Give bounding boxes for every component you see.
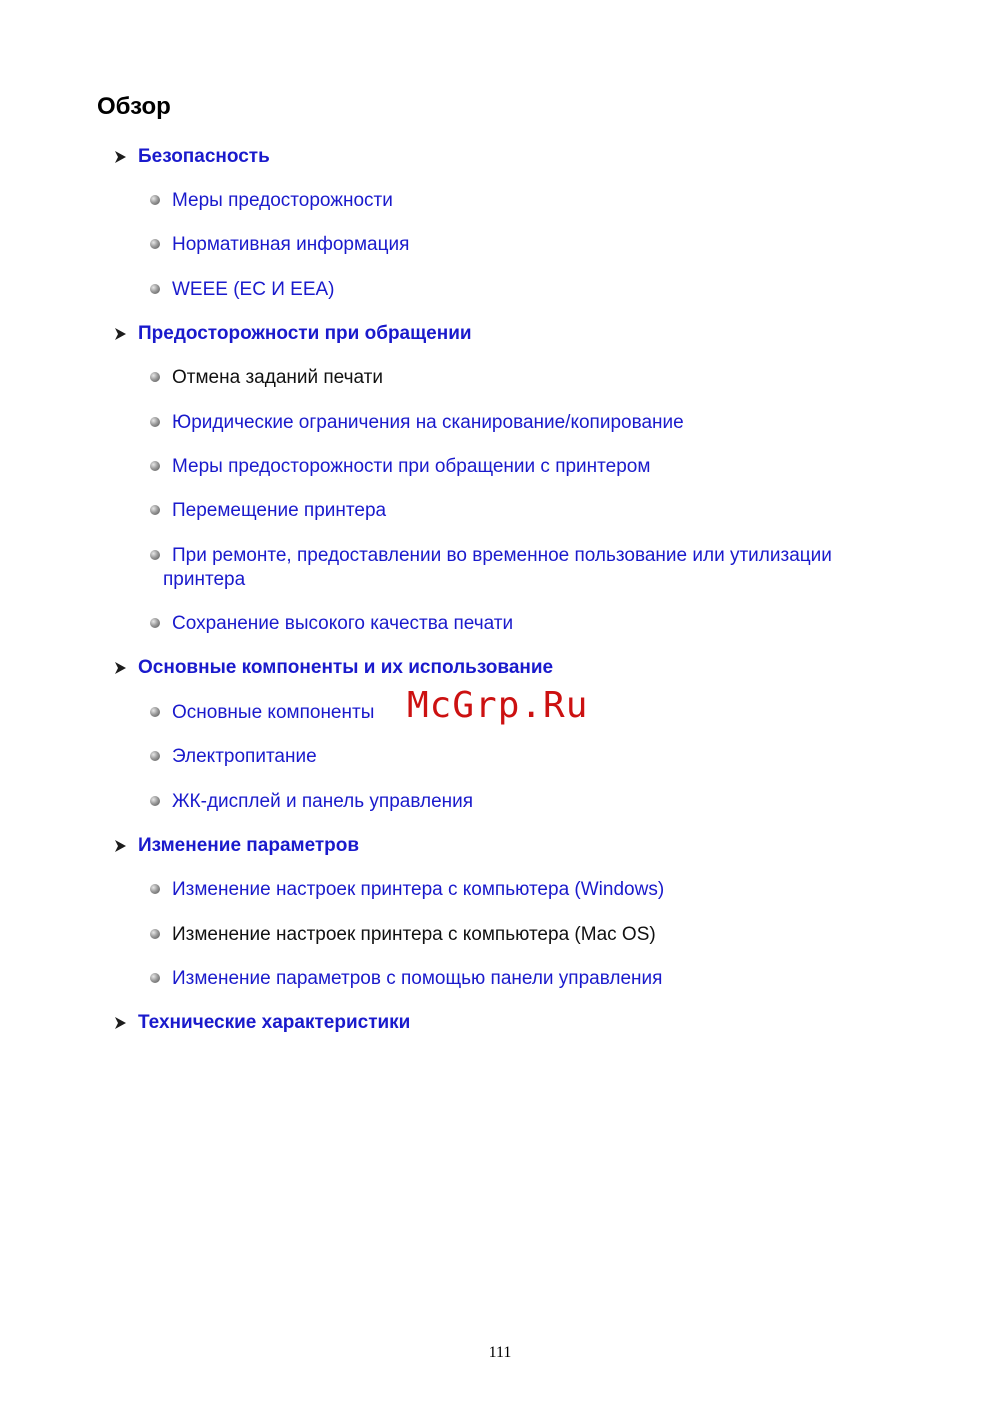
bullet-icon <box>150 284 160 294</box>
section-components <box>112 654 553 682</box>
item-link-continued[interactable]: принтера <box>163 569 246 590</box>
bullet-icon <box>150 461 160 471</box>
list-item <box>150 790 910 814</box>
section-link-settings[interactable]: Изменение параметров <box>138 835 360 856</box>
item-link[interactable]: ЖК-дисплей и панель управления <box>172 791 474 812</box>
arrow-right-icon <box>112 838 128 854</box>
bullet-icon <box>150 372 160 382</box>
section-safety <box>112 143 270 171</box>
section-link-components[interactable]: Основные компоненты и их использование <box>138 657 554 678</box>
list-item <box>150 499 910 523</box>
item-link[interactable]: Основные компоненты <box>172 702 375 723</box>
section-link-handling[interactable]: Предосторожности при обращении <box>138 323 472 344</box>
section-link-safety[interactable]: Безопасность <box>138 146 270 167</box>
section-handling <box>112 320 472 348</box>
item-link[interactable]: Электропитание <box>172 746 317 767</box>
item-link[interactable]: Нормативная информация <box>172 234 410 255</box>
page-number: 111 <box>488 1344 512 1361</box>
bullet-icon <box>150 417 160 427</box>
list-item <box>150 278 910 302</box>
bullet-icon <box>150 751 160 761</box>
bullet-icon <box>150 796 160 806</box>
section-heading <box>112 320 472 348</box>
arrow-right-icon <box>112 149 128 165</box>
item-link[interactable]: Сохранение высокого качества печати <box>172 613 514 634</box>
item-link[interactable]: WEEE (EC И EEA) <box>172 279 335 300</box>
list-item <box>150 878 910 902</box>
item-link[interactable]: Юридические ограничения на сканирование/копирование <box>172 412 684 433</box>
bullet-icon <box>150 618 160 628</box>
item-link[interactable]: При ремонте, предоставлении во временное пользование или утилизации <box>172 545 832 566</box>
item-link[interactable]: Изменение параметров с помощью панели управления <box>172 968 663 989</box>
item-link[interactable]: Меры предосторожности при обращении с принтером <box>172 456 651 477</box>
list-item <box>150 233 910 257</box>
list-item <box>150 544 910 592</box>
section-specs <box>112 1009 410 1037</box>
bullet-icon <box>150 884 160 894</box>
item-text: Изменение настроек принтера с компьютера (Mac OS) <box>172 924 656 945</box>
section-heading <box>112 832 359 860</box>
item-link[interactable]: Перемещение принтера <box>172 500 387 521</box>
list-item <box>150 745 910 769</box>
item-text: Отмена заданий печати <box>172 367 383 388</box>
bullet-icon <box>150 550 160 560</box>
watermark: McGrp.Ru <box>407 685 589 726</box>
arrow-right-icon <box>112 660 128 676</box>
bullet-icon <box>150 195 160 205</box>
section-link-specs[interactable]: Технические характеристики <box>138 1012 411 1033</box>
section-heading <box>112 143 270 171</box>
item-link[interactable]: Изменение настроек принтера с компьютера (Windows) <box>172 879 665 900</box>
bullet-icon <box>150 239 160 249</box>
section-settings <box>112 832 359 860</box>
bullet-icon <box>150 929 160 939</box>
item-link[interactable]: Меры предосторожности <box>172 190 393 211</box>
section-heading <box>112 1009 410 1037</box>
bullet-icon <box>150 707 160 717</box>
section-heading <box>112 654 553 682</box>
list-item <box>150 455 910 479</box>
list-item <box>150 366 910 390</box>
list-item <box>150 967 910 991</box>
bullet-icon <box>150 973 160 983</box>
list-item <box>150 411 910 435</box>
arrow-right-icon <box>112 326 128 342</box>
arrow-right-icon <box>112 1015 128 1031</box>
list-item <box>150 612 910 636</box>
list-item <box>150 189 910 213</box>
list-item <box>150 923 910 947</box>
bullet-icon <box>150 505 160 515</box>
page-title: Обзор <box>97 93 171 120</box>
